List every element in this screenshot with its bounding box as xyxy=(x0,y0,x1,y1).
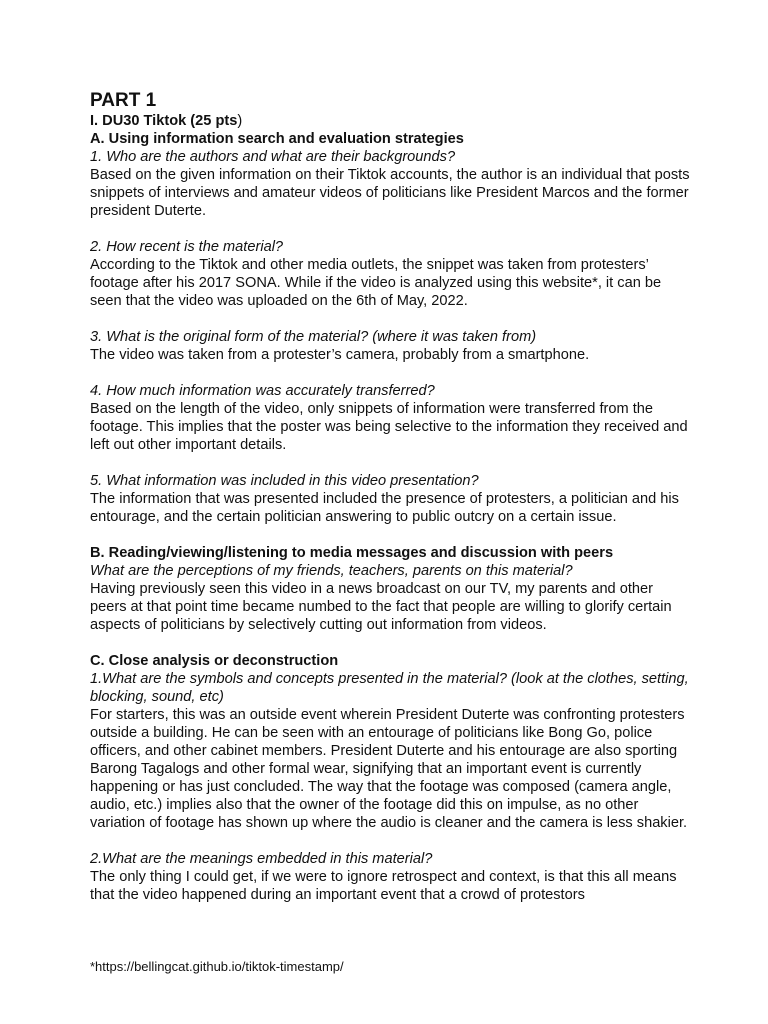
footnote-url: *https://bellingcat.github.io/tiktok-timestamp/ xyxy=(90,959,344,974)
question-a3: 3. What is the original form of the material? (where it was taken from) xyxy=(90,329,537,345)
answer-b: Having previously seen this video in a news broadcast on our TV, my parents and other peers at that point time became numbed to the fact that people are willing to glorify certain aspects of politicians by selectively cutting out information from videos. xyxy=(90,581,672,633)
document-page xyxy=(90,90,690,904)
answer-a2: According to the Tiktok and other media outlets, the snippet was taken from protesters’ footage after his 2017 SONA. While if the video is analyzed using this website*, it can be seen that the video was uploaded on the 6th of May, 2022. xyxy=(90,257,662,309)
spacer xyxy=(90,364,690,382)
spacer xyxy=(90,220,690,238)
answer-c1: For starters, this was an outside event wherein President Duterte was confronting protesters outside a building. He can be seen with an entourage of politicians like Bong Go, police officers, and other cabinet members. President Duterte and his entourage are also sporting Barong Tagalogs and other formal wear, signifying that an important event is currently happening or has just concluded. The way that the footage was composed (camera angle, audio, etc.) implies also that the owner of the footage did this on impulse, as no other variation of footage has shown up where the audio is cleaner and the camera is less shakier. xyxy=(90,707,688,831)
spacer xyxy=(90,454,690,472)
section-c-heading: C. Close analysis or deconstruction xyxy=(90,653,339,669)
answer-a5: The information that was presented included the presence of protesters, a politician and his entourage, and the certain politician answering to public outcry on a certain issue. xyxy=(90,491,679,525)
section-a-heading: A. Using information search and evaluation strategies xyxy=(90,131,464,147)
answer-a3: The video was taken from a protester’s camera, probably from a smartphone. xyxy=(90,347,590,363)
answer-a4: Based on the length of the video, only snippets of information were transferred from the footage. This implies that the poster was being selective to the information they received and left out other important details. xyxy=(90,401,688,453)
question-a1: 1. Who are the authors and what are their backgrounds? xyxy=(90,149,456,165)
section-b-heading: B. Reading/viewing/listening to media messages and discussion with peers xyxy=(90,545,614,561)
answer-a1: Based on the given information on their Tiktok accounts, the author is an individual that posts snippets of interviews and amateur videos of politicians like President Marcos and the former president Duterte. xyxy=(90,167,690,219)
answer-c2: The only thing I could get, if we were to ignore retrospect and context, is that this all means that the video happened during an important event that a crowd of protestors xyxy=(90,869,677,903)
spacer xyxy=(90,634,690,652)
spacer xyxy=(90,526,690,544)
section-i-title-close: ) xyxy=(237,113,243,129)
question-c1: 1.What are the symbols and concepts presented in the material? (look at the clothes, setting, blocking, sound, etc) xyxy=(90,671,689,705)
question-b: What are the perceptions of my friends, teachers, parents on this material? xyxy=(90,563,573,579)
question-c2: 2.What are the meanings embedded in this material? xyxy=(90,851,433,867)
question-a4: 4. How much information was accurately transferred? xyxy=(90,383,435,399)
spacer xyxy=(90,310,690,328)
question-a2: 2. How recent is the material? xyxy=(90,239,284,255)
section-i-title xyxy=(90,112,690,130)
spacer xyxy=(90,832,690,850)
question-a5: 5. What information was included in this video presentation? xyxy=(90,473,479,489)
part-title: PART 1 xyxy=(90,90,157,111)
section-i-title-bold: I. DU30 Tiktok (25 pts xyxy=(90,113,238,129)
